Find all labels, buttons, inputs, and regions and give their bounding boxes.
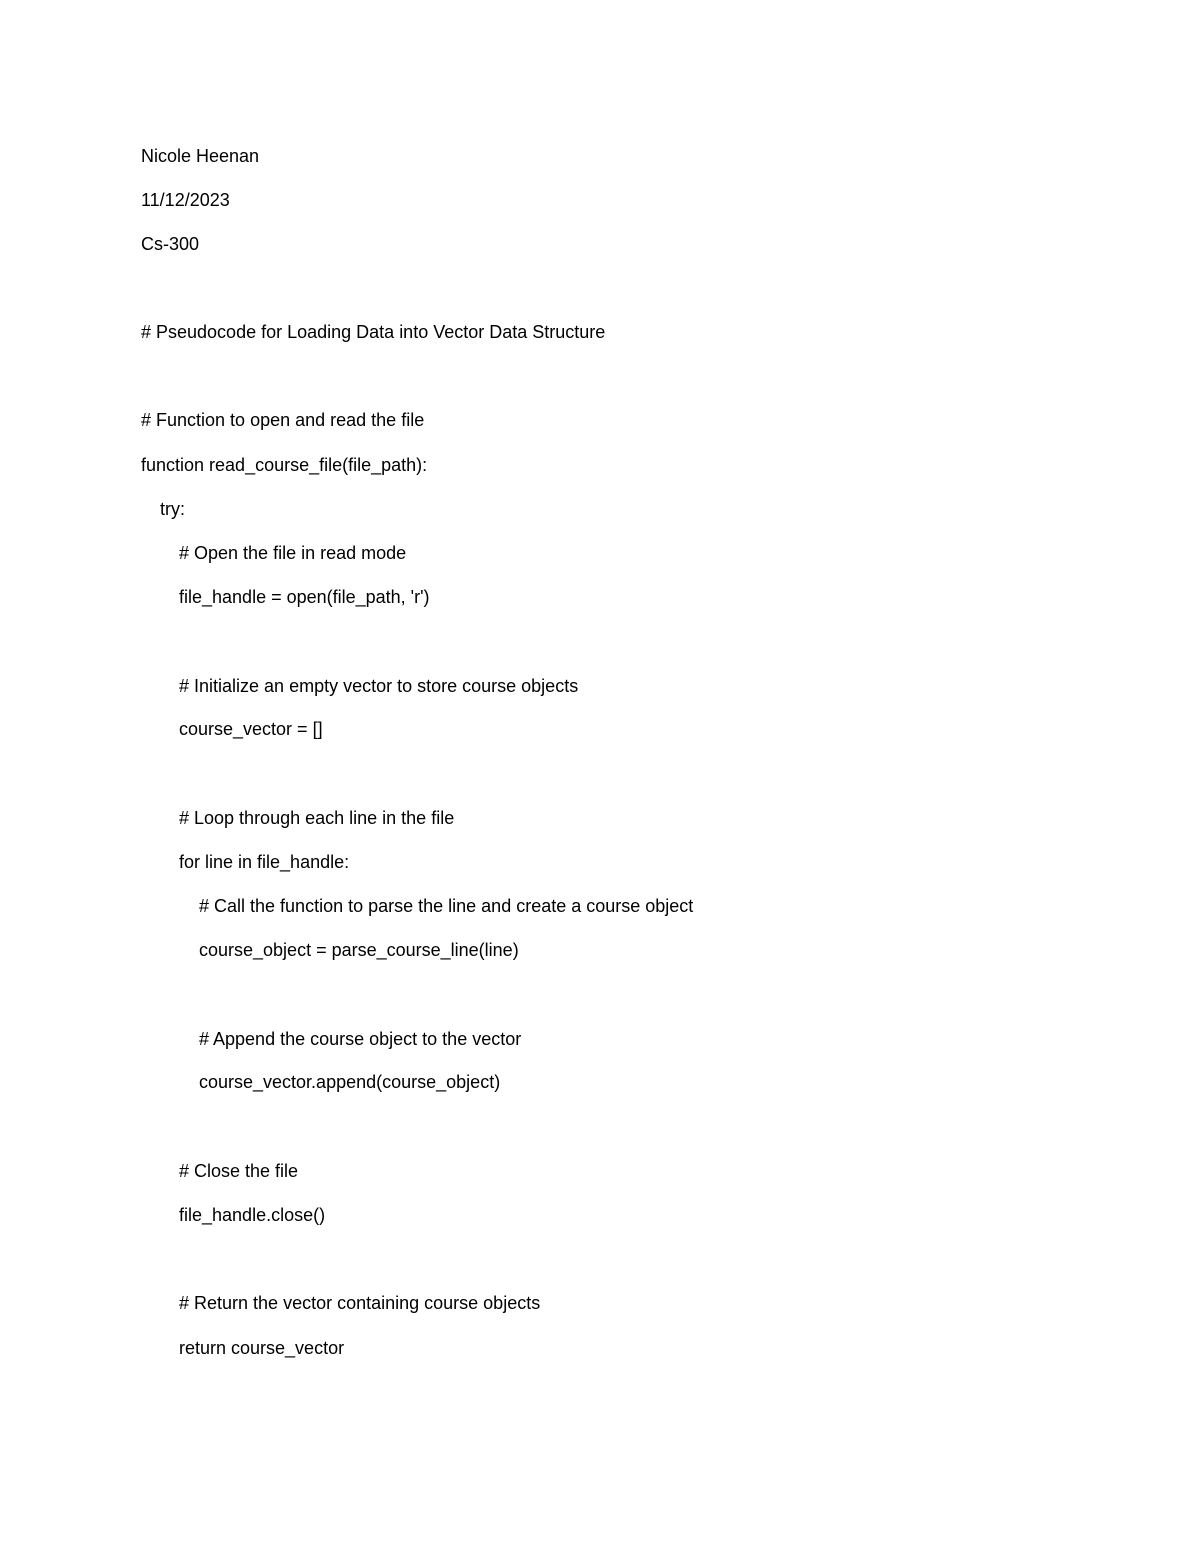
- parse-statement: course_object = parse_course_line(line): [199, 940, 519, 960]
- comment-open-file: # Open the file in read mode: [179, 543, 407, 563]
- comment-initialize-vector: # Initialize an empty vector to store course objects: [179, 676, 579, 696]
- function-definition: function read_course_file(file_path):: [141, 455, 428, 475]
- initialize-statement: course_vector = []: [179, 719, 323, 739]
- pseudocode-title: # Pseudocode for Loading Data into Vector Data Structure: [141, 322, 606, 342]
- course-code: Cs-300: [141, 234, 200, 254]
- open-statement: file_handle = open(file_path, 'r'): [179, 587, 430, 607]
- comment-loop: # Loop through each line in the file: [179, 808, 455, 828]
- comment-close-file: # Close the file: [179, 1161, 299, 1181]
- document-date: 11/12/2023: [141, 190, 230, 210]
- author-name: Nicole Heenan: [141, 146, 260, 166]
- append-statement: course_vector.append(course_object): [199, 1072, 501, 1092]
- return-statement: return course_vector: [179, 1338, 345, 1358]
- comment-call-parse: # Call the function to parse the line and create a course object: [199, 896, 694, 916]
- try-statement: try:: [160, 499, 185, 519]
- comment-return: # Return the vector containing course objects: [179, 1293, 541, 1313]
- comment-function: # Function to open and read the file: [141, 410, 425, 430]
- close-statement: file_handle.close(): [179, 1205, 326, 1225]
- comment-append: # Append the course object to the vector: [199, 1029, 522, 1049]
- for-statement: for line in file_handle:: [179, 852, 350, 872]
